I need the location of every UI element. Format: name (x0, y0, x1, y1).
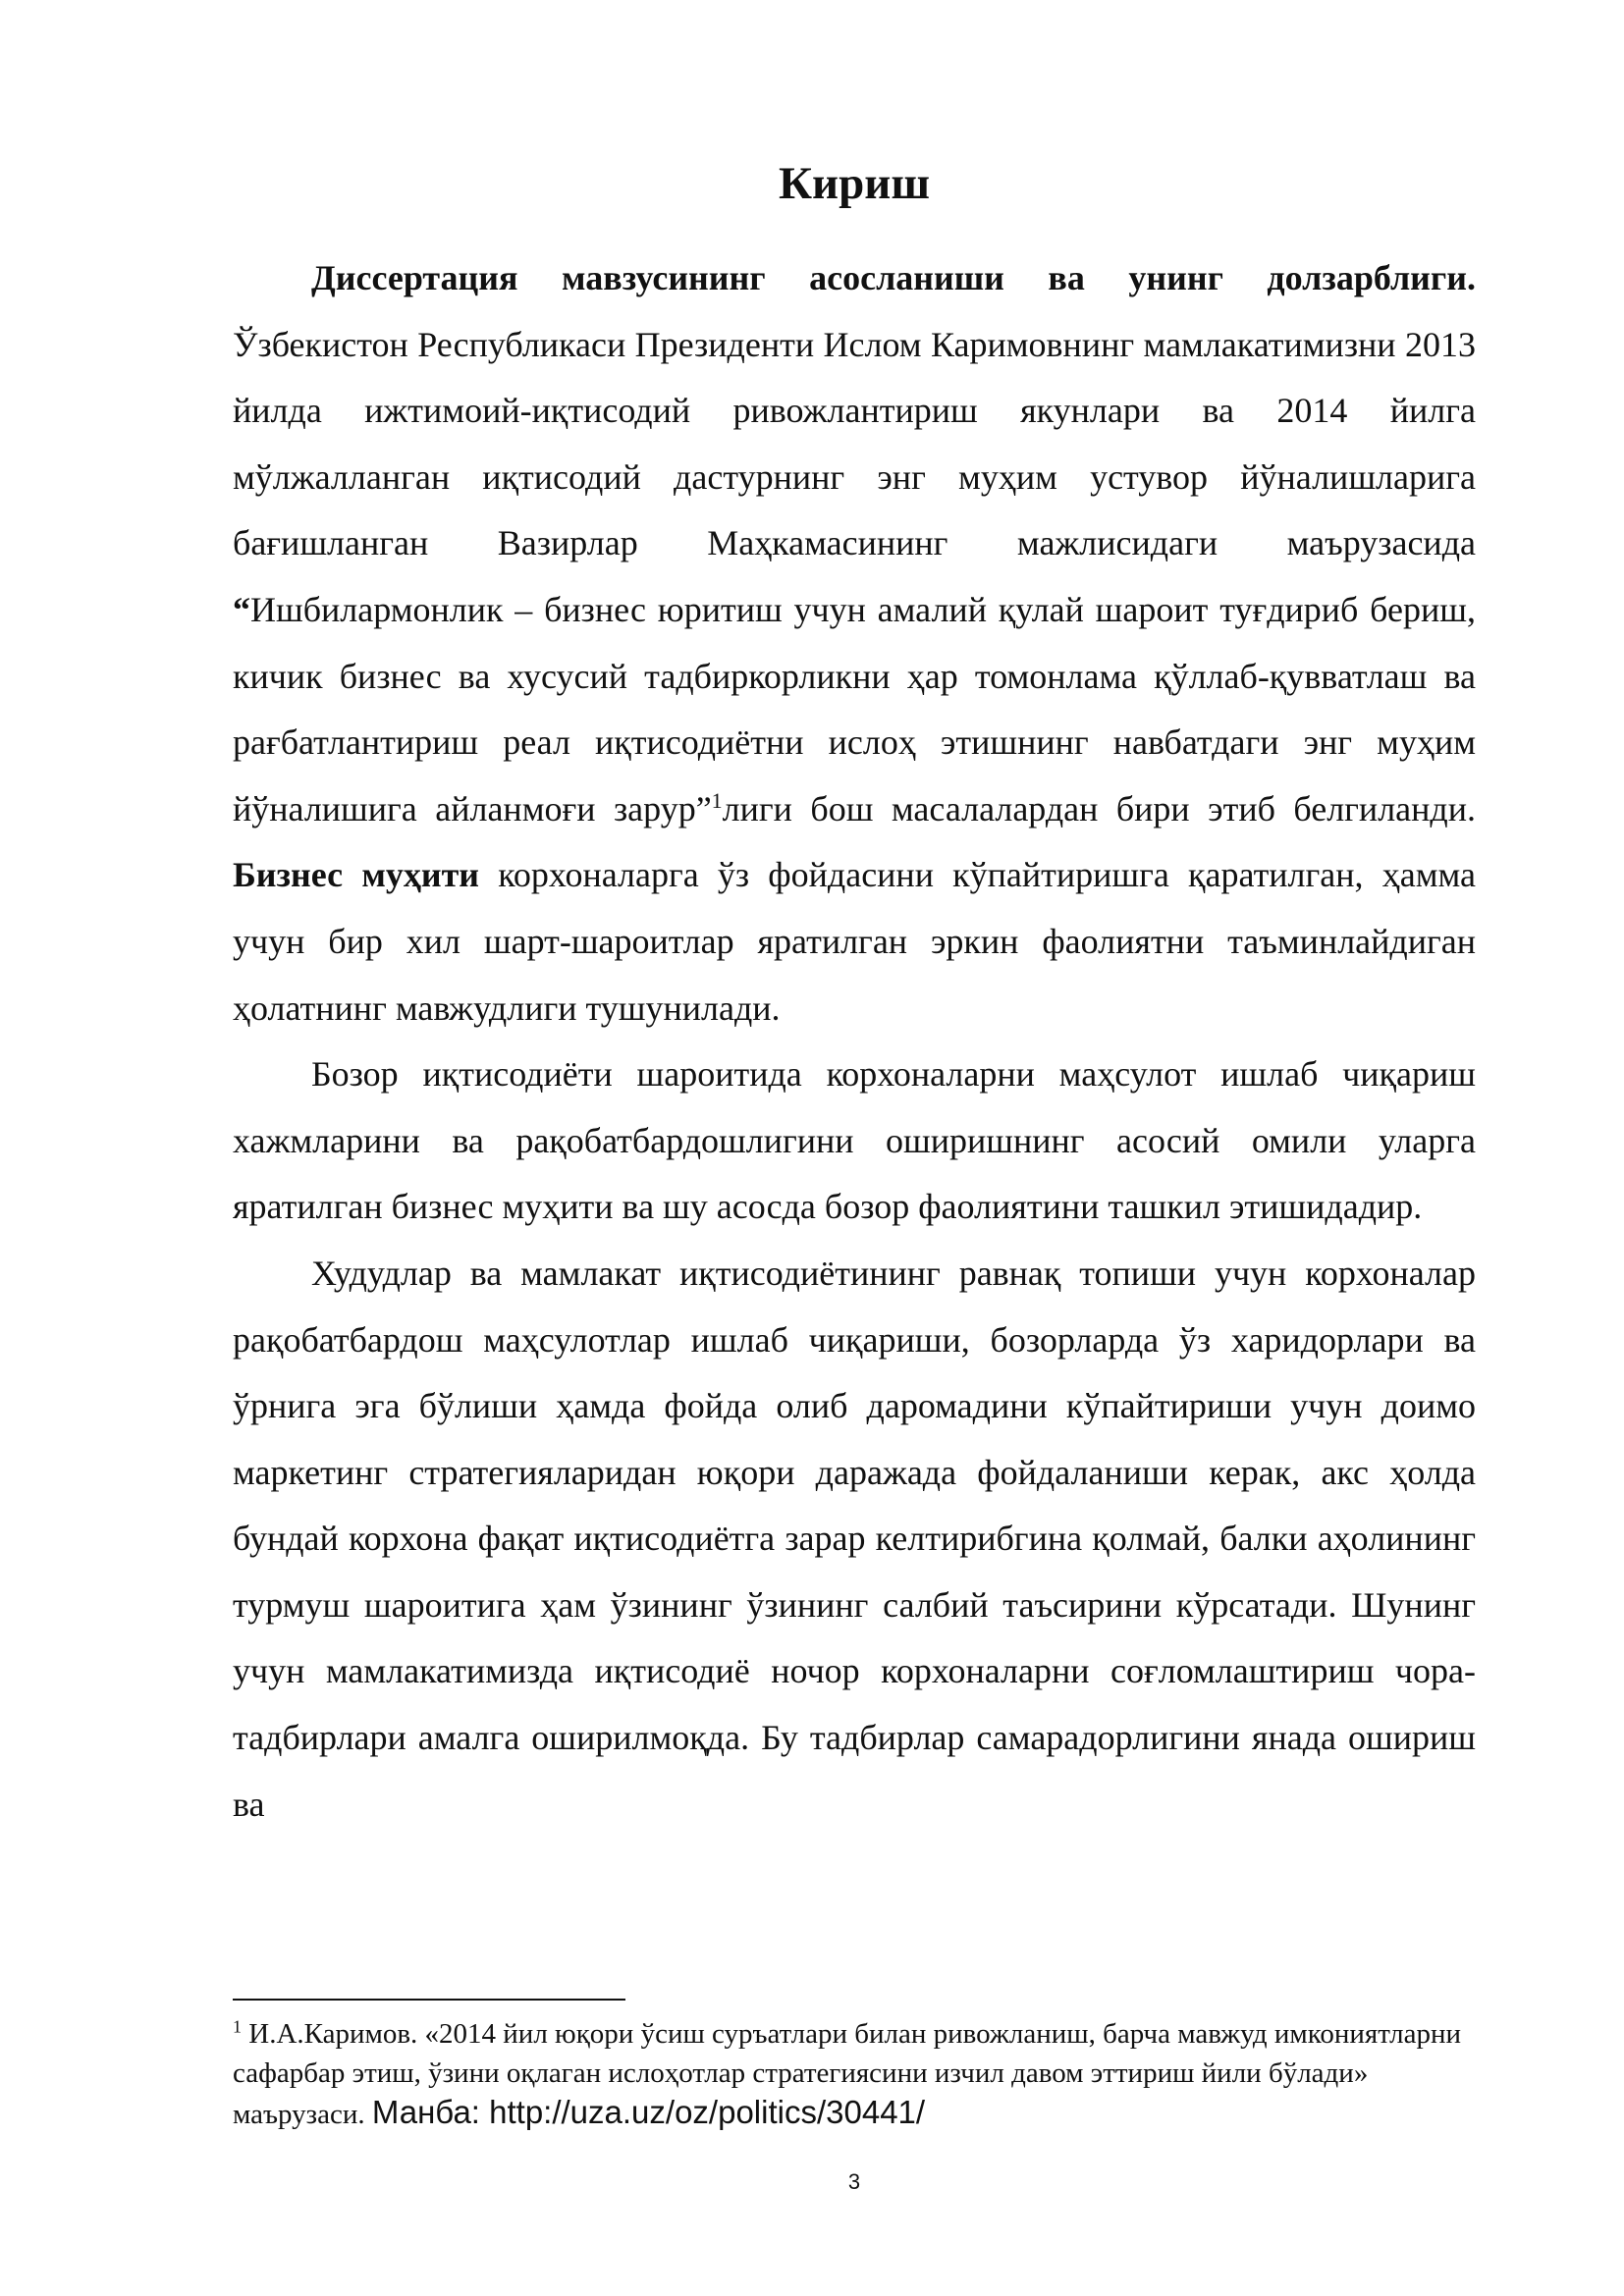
paragraph1-part3: лиги бош масалалардан бири этиб белгиланди. (722, 788, 1476, 828)
section-heading: Диссертация мавзусининг асосланиши ва унинг долзарблиги. (311, 258, 1476, 297)
quote-open-mark: “ (233, 589, 250, 629)
footnote-number: 1 (233, 2016, 242, 2037)
footnote-reference: 1 (711, 787, 723, 813)
intro-paragraph (233, 245, 1476, 1041)
paragraph1-quote: Ишбилармонлик – бизнес юритиш учун амалий қулай шароит туғдириб бериш, кичик бизнес ва хусусий тадбиркорликни ҳар томонлама қўллаб-қувватлаш ва рағбатлантириш реал иқтисодиётни ислоҳ этишнинг навбатдаги энг муҳим йўналишига айланмоғи зарур” (233, 589, 1476, 828)
bold-term: Бизнес муҳити (233, 855, 480, 895)
body-text (233, 245, 1476, 1838)
footnote (233, 2014, 1499, 2134)
paragraph1-part4: корхоналарга ўз фойдасини кўпайтиришга қаратилган, ҳамма учун бир хил шарт-шароитлар яратилган эркин фаолиятни таъминлайдиган ҳолатнинг мавжудлиги тушунилади. (233, 855, 1476, 1028)
page-number: 3 (847, 2169, 861, 2194)
footnote-source-link[interactable]: Манба: http://uza.uz/oz/politics/30441/ (371, 2094, 926, 2130)
footnote-separator (233, 1999, 625, 2001)
page-title: Кириш (778, 158, 931, 209)
paragraph-2: Бозор иқтисодиёти шароитида корхоналарни маҳсулот ишлаб чиқариш хажмларини ва рақобатбардошлигини оширишнинг асосий омили уларга яратилган бизнес муҳити ва шу асосда бозор фаолиятини ташкил этишидадир. (233, 1054, 1476, 1227)
paragraph-3: Худудлар ва мамлакат иқтисодиётининг равнақ топиши учун корхоналар рақобатбардош маҳсулотлар ишлаб чиқариши, бозорларда ўз харидорлари ва ўрнига эга бўлиши ҳамда фойда олиб даромадини кўпайтириши учун доимо маркетинг стратегияларидан юқори даражада фойдаланиши керак, акс ҳолда бундай корхона фақат иқтисодиётга зарар келтирибгина қолмай, балки аҳолининг турмуш шароитига ҳам ўзининг ўзининг салбий таъсирини кўрсатади. Шунинг учун мамлакатимизда иқтисодиё ночор корхоналарни соғломлаштириш чора-тадбирлари амалга оширилмоқда. Бу тадбирлар самарадорлигини янада ошириш ва (233, 1253, 1476, 1824)
paragraph1-part1: Ўзбекистон Республикаси Президенти Ислом Каримовнинг мамлакатимизни 2013 йилда ижтимоий-иқтисодий ривожлантириш якунлари ва 2014 йилга мўлжалланган иқтисодий дастурнинг энг муҳим устувор йўналишларига бағишланган Вазирлар Маҳкамасининг мажлисидаги маърузасида (233, 324, 1476, 563)
footnote-text: И.А.Каримов. «2014 йил юқори ўсиш суръатлари билан ривожланиш, барча мавжуд имкониятларни сафарбар этиш, ўзини оқлаган ислоҳотлар стратегиясини изчил давом эттириш йили бўлади» маърузаси. (233, 2018, 1462, 2130)
